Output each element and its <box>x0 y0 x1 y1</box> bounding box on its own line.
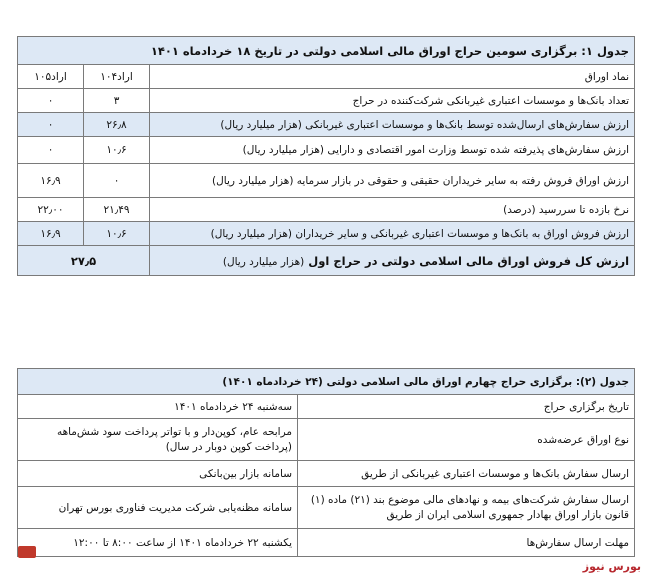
row-label: ارزش اوراق فروش رفته به سایر خریداران حقیقی و حقوقی در بازار سرمایه (هزار میلیارد ریال) <box>150 164 635 198</box>
row-label: ارزش سفارش‌های پذیرفته شده توسط وزارت امور اقتصادی و دارایی (هزار میلیارد ریال) <box>150 137 635 164</box>
header-arad105: اراد۱۰۵ <box>18 65 84 89</box>
row-label: مهلت ارسال سفارش‌ها <box>298 529 635 557</box>
row-value: مرابحه عام، کوپن‌دار و با تواتر پرداخت سود شش‌ماهه (پرداخت کوپن دوبار در سال) <box>18 419 298 461</box>
header-arad104: اراد۱۰۴ <box>84 65 150 89</box>
row-value-arad104: ۰ <box>84 164 150 198</box>
auction-table-2 <box>17 368 635 557</box>
auction-table-1 <box>17 36 635 276</box>
row-value-arad105: ۰ <box>18 137 84 164</box>
row-value-arad104: ۱۰٫۶ <box>84 137 150 164</box>
row-value: سامانه بازار بین‌بانکی <box>18 461 298 487</box>
row-value: سامانه مظنه‌یابی شرکت مدیریت فناوری بورس تهران <box>18 487 298 529</box>
row-value-arad105: ۰ <box>18 89 84 113</box>
header-symbol: نماد اوراق <box>150 65 635 89</box>
total-label-cell <box>150 246 635 276</box>
row-label: ارسال سفارش بانک‌ها و موسسات اعتباری غیربانکی از طریق <box>298 461 635 487</box>
total-value: ۲۷٫۵ <box>18 246 150 276</box>
row-value: یکشنبه ۲۲ خردادماه ۱۴۰۱ از ساعت ۸:۰۰ تا ۱۲:۰۰ <box>18 529 298 557</box>
logo-icon <box>18 546 36 558</box>
row-value-arad105: ۱۶٫۹ <box>18 164 84 198</box>
row-value-arad104: ۱۰٫۶ <box>84 222 150 246</box>
row-value: سه‌شنبه ۲۴ خردادماه ۱۴۰۱ <box>18 395 298 419</box>
total-unit: (هزار میلیارد ریال) <box>222 255 305 268</box>
row-label: نرخ بازده تا سررسید (درصد) <box>150 198 635 222</box>
table1-title: جدول ۱: برگزاری سومین حراج اوراق مالی اسلامی دولتی در تاریخ ۱۸ خردادماه ۱۴۰۱ <box>18 37 635 65</box>
row-label: نوع اوراق عرضه‌شده <box>298 419 635 461</box>
row-label: ارزش سفارش‌های ارسال‌شده توسط بانک‌ها و موسسات اعتباری غیربانکی (هزار میلیارد ریال) <box>150 113 635 137</box>
row-label: ارزش فروش اوراق به بانک‌ها و موسسات اعتباری غیربانکی و سایر خریداران (هزار میلیارد ریال) <box>150 222 635 246</box>
row-value-arad104: ۲۱٫۴۹ <box>84 198 150 222</box>
row-value-arad105: ۲۲٫۰۰ <box>18 198 84 222</box>
row-label: تعداد بانک‌ها و موسسات اعتباری غیربانکی شرکت‌کننده در حراج <box>150 89 635 113</box>
table2-title: جدول (۲): برگزاری حراج چهارم اوراق مالی اسلامی دولتی (۲۴ خردادماه ۱۴۰۱) <box>18 369 635 395</box>
watermark: بورس نیوز <box>582 560 641 573</box>
row-label: ارسال سفارش شرکت‌های بیمه و نهادهای مالی موضوع بند (۲۱) ماده (۱) قانون بازار اوراق بهادار جمهوری اسلامی ایران از طریق <box>298 487 635 529</box>
row-value-arad105: ۰ <box>18 113 84 137</box>
row-value-arad104: ۲۶٫۸ <box>84 113 150 137</box>
row-label: تاریخ برگزاری حراج <box>298 395 635 419</box>
total-label: ارزش کل فروش اوراق مالی اسلامی دولتی در حراج اول <box>308 253 630 268</box>
row-value-arad105: ۱۶٫۹ <box>18 222 84 246</box>
row-value-arad104: ۳ <box>84 89 150 113</box>
